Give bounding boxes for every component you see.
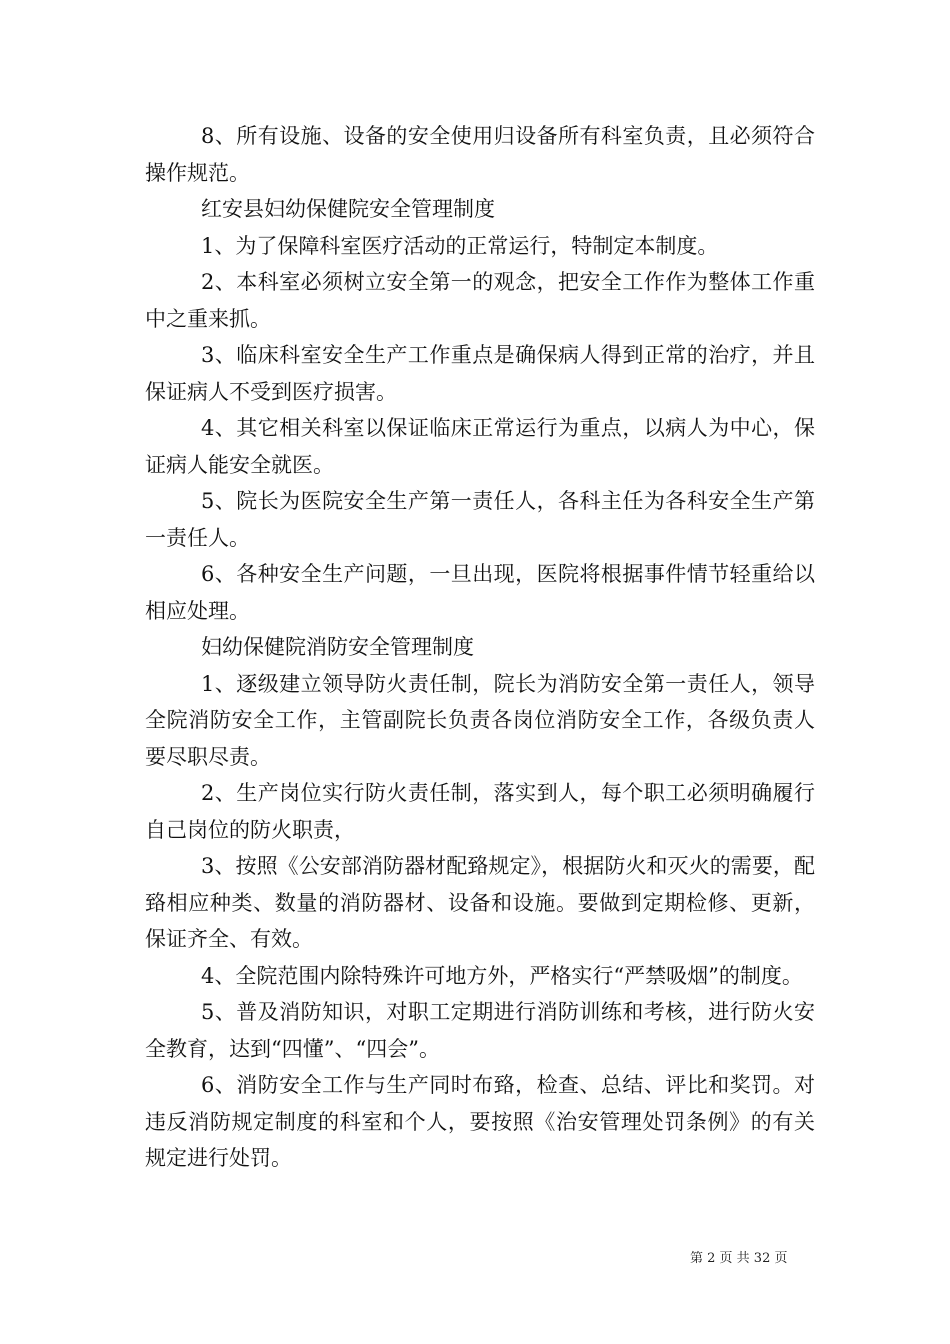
paragraph-fire-5: 5、普及消防知识，对职工定期进行消防训练和考核，进行防火安全教育，达到“四懂”、“四会”。 (145, 1000, 815, 1061)
paragraph-fire-4: 4、全院范围内除特殊许可地方外，严格实行“严禁吸烟”的制度。 (201, 963, 803, 988)
paragraph-safety-3: 3、临床科室安全生产工作重点是确保病人得到正常的治疗，并且保证病人不受到医疗损害。 (145, 343, 815, 404)
page-number: 第 2 页 共 32 页 (690, 1251, 788, 1266)
paragraph-item-8: 8、所有设施、设备的安全使用归设备所有科室负责，且必须符合操作规范。 (145, 124, 815, 185)
paragraph-safety-5: 5、院长为医院安全生产第一责任人，各科主任为各科安全生产第一责任人。 (145, 489, 815, 550)
section-title-safety: 红安县妇幼保健院安全管理制度 (201, 197, 495, 221)
paragraph-safety-1: 1、为了保障科室医疗活动的正常运行，特制定本制度。 (201, 233, 719, 258)
paragraph-fire-1: 1、逐级建立领导防火责任制，院长为消防安全第一责任人，领导全院消防安全工作，主管副院长负责各岗位消防安全工作，各级负责人要尽职尽责。 (145, 671, 815, 769)
paragraph-fire-6: 6、消防安全工作与生产同时布臵，检查、总结、评比和奖罚。对违反消防规定制度的科室和个人，要按照《治安管理处罚条例》的有关规定进行处罚。 (145, 1073, 815, 1170)
paragraph-safety-4: 4、其它相关科室以保证临床正常运行为重点，以病人为中心，保证病人能安全就医。 (145, 416, 815, 477)
paragraph-safety-2: 2、本科室必须树立安全第一的观念，把安全工作作为整体工作重中之重来抓。 (145, 270, 815, 331)
paragraph-fire-2: 2、生产岗位实行防火责任制，落实到人，每个职工必须明确履行自己岗位的防火职责， (145, 781, 815, 842)
paragraph-fire-3: 3、按照《公安部消防器材配臵规定》，根据防火和灭火的需要，配臵相应种类、数量的消防器材、设备和设施。要做到定期检修、更新，保证齐全、有效。 (145, 854, 815, 951)
paragraph-safety-6: 6、各种安全生产问题，一旦出现，医院将根据事件情节轻重给以相应处理。 (145, 562, 815, 623)
document-body (145, 118, 815, 1177)
section-title-fire-safety: 妇幼保健院消防安全管理制度 (201, 635, 474, 659)
